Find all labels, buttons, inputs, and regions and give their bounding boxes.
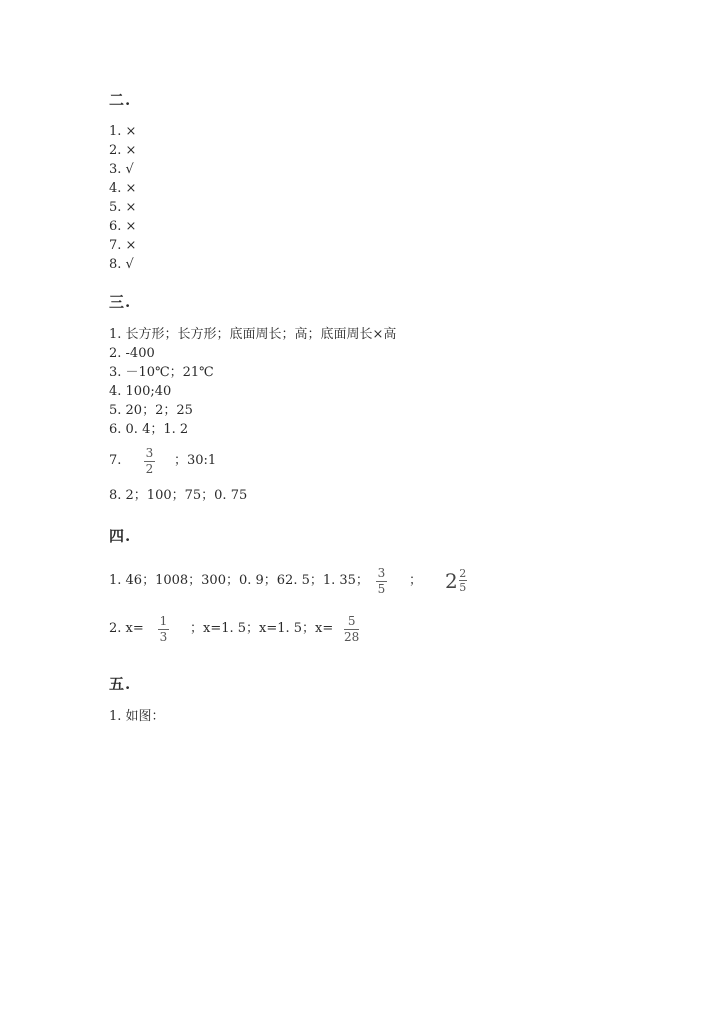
answer-three-4: 4. 100;40 xyxy=(109,384,172,399)
section-heading-four: 四. xyxy=(109,527,132,545)
section-heading-five: 五. xyxy=(109,675,132,693)
mixed-whole: 2 xyxy=(445,568,458,593)
answer-three-7-suffix: ；30:1 xyxy=(174,453,217,468)
answer-two-8: 8. √ xyxy=(109,257,134,272)
fraction-five-twentyeighths xyxy=(344,615,359,644)
answer-three-2: 2. -400 xyxy=(109,346,155,361)
section-heading-three: 三. xyxy=(109,293,132,311)
answer-three-1: 1. 长方形；长方形；底面周长；高；底面周长×高 xyxy=(109,327,397,342)
fraction-numerator: 1 xyxy=(159,614,168,628)
answer-three-3: 3. －10℃；21℃ xyxy=(109,365,214,380)
fraction-denominator: 5 xyxy=(377,582,386,596)
answer-two-2: 2. × xyxy=(109,143,137,158)
fraction-numerator: 2 xyxy=(459,567,467,580)
answer-three-6: 6. 0. 4；1. 2 xyxy=(109,422,189,437)
fraction-denominator: 3 xyxy=(159,630,168,644)
answer-four-1-separator: ； xyxy=(409,573,423,588)
fraction-three-halves xyxy=(144,447,155,476)
fraction-one-third xyxy=(158,615,169,644)
mixed-number-two-and-two-fifths xyxy=(445,568,467,593)
fraction-three-fifths xyxy=(376,567,387,596)
answer-five-1: 1. 如图： xyxy=(109,709,165,724)
answer-three-7-prefix: 7. xyxy=(109,453,122,468)
answer-four-2-prefix: 2. x= xyxy=(109,621,144,636)
section-heading-two: 二. xyxy=(109,91,132,109)
fraction-numerator: 5 xyxy=(347,614,356,628)
answer-three-8: 8. 2；100；75；0. 75 xyxy=(109,488,248,503)
fraction-denominator: 28 xyxy=(344,630,360,644)
fraction-denominator: 5 xyxy=(459,581,467,594)
answer-two-5: 5. × xyxy=(109,200,137,215)
answer-four-2-middle: ；x=1. 5；x=1. 5；x= xyxy=(190,621,334,636)
answer-two-4: 4. × xyxy=(109,181,137,196)
answer-two-1: 1. × xyxy=(109,124,137,139)
answer-two-7: 7. × xyxy=(109,238,137,253)
answer-two-6: 6. × xyxy=(109,219,137,234)
answer-two-3: 3. √ xyxy=(109,162,134,177)
answer-four-1-prefix: 1. 46；1008；300；0. 9；62. 5；1. 35； xyxy=(109,573,369,588)
mixed-fraction xyxy=(459,568,467,593)
fraction-numerator: 3 xyxy=(377,566,386,580)
fraction-numerator: 3 xyxy=(145,446,154,460)
answer-three-5: 5. 20；2；25 xyxy=(109,403,193,418)
fraction-denominator: 2 xyxy=(145,462,154,476)
